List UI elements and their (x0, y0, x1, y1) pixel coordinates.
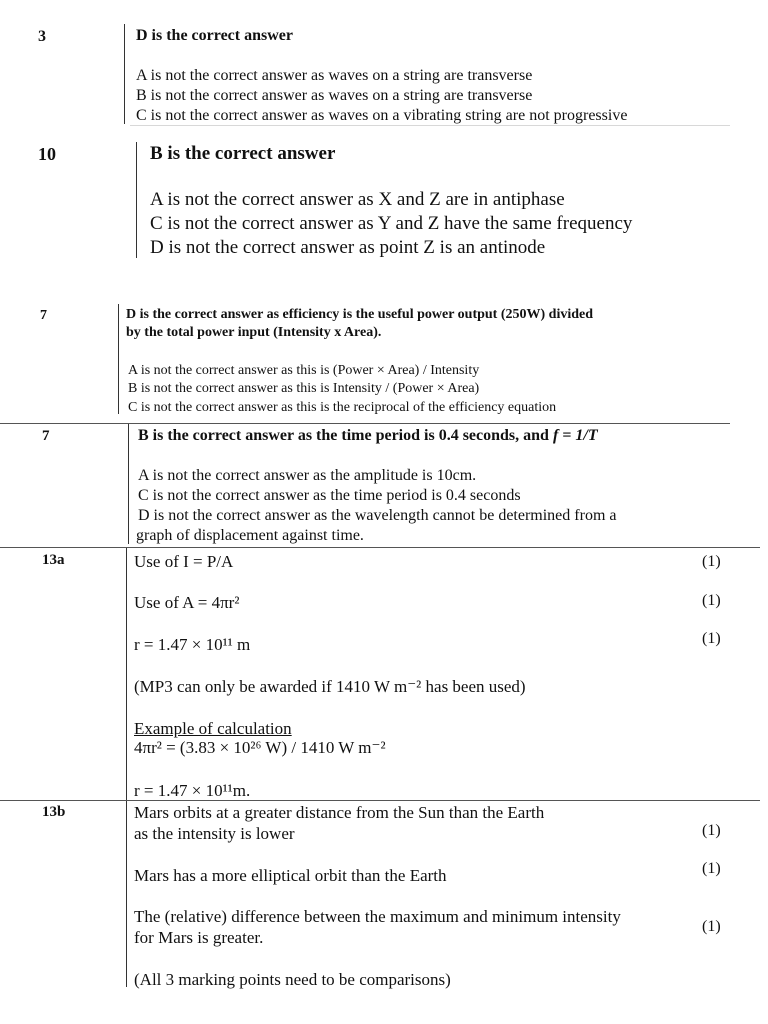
question-number-13a: 13a (42, 552, 65, 568)
mark-value: (1) (702, 822, 721, 839)
example-result: r = 1.47 × 10¹¹m. (134, 781, 251, 800)
correct-answer: D is the correct answer (136, 27, 293, 44)
mark-value: (1) (702, 918, 721, 935)
mark-point-result: r = 1.47 × 10¹¹ m (134, 635, 251, 654)
question-number-10: 10 (38, 144, 56, 164)
mark-point-distance: Mars orbits at a greater distance from the Sun than the Earth (134, 803, 545, 822)
distractor-line: D is not the correct answer as the wavelength cannot be determined from a (138, 507, 617, 524)
mark-value: (1) (702, 860, 721, 877)
distractor-line: A is not the correct answer as the amplitude is 10cm. (138, 467, 477, 484)
mark-value: (1) (702, 630, 721, 647)
example-heading: Example of calculation (134, 719, 292, 738)
distractor-line: D is not the correct answer as point Z is an antinode (150, 237, 546, 258)
question-number-13b: 13b (42, 804, 66, 820)
distractor-line: A is not the correct answer as X and Z are in antiphase (150, 189, 565, 210)
correct-answer-continued: by the total power input (Intensity x Area). (126, 325, 382, 340)
mark-point-intensity-difference: The (relative) difference between the maximum and minimum intensity (134, 907, 621, 926)
mark-point-use-of-intensity: Use of I = P/A (134, 552, 234, 571)
distractor-line: A is not the correct answer as waves on a string are transverse (136, 67, 533, 84)
distractor-line: B is not the correct answer as waves on a string are transverse (136, 87, 533, 104)
column-divider (126, 548, 127, 800)
mark-point-use-of-area: Use of A = 4πr² (134, 593, 240, 612)
distractor-line: C is not the correct answer as this is the reciprocal of the efficiency equation (128, 400, 557, 415)
row-divider (0, 547, 760, 548)
marking-note: (MP3 can only be awarded if 1410 W m⁻² has been used) (134, 677, 526, 696)
mark-point-intensity-difference-continued: for Mars is greater. (134, 928, 264, 947)
distractor-line: B is not the correct answer as this is Intensity / (Power × Area) (128, 381, 480, 396)
row-divider (0, 800, 760, 801)
row-divider (0, 423, 730, 424)
question-number-3: 3 (38, 28, 46, 45)
column-divider (118, 304, 119, 414)
column-divider (128, 424, 129, 544)
correct-answer: D is the correct answer as efficiency is the useful power output (250W) divided (126, 307, 594, 322)
column-divider (136, 142, 137, 258)
distractor-line: A is not the correct answer as this is (Power × Area) / Intensity (128, 363, 480, 378)
distractor-line: C is not the correct answer as the time period is 0.4 seconds (138, 487, 521, 504)
row-divider (130, 125, 730, 126)
question-number-7: 7 (42, 428, 50, 444)
mark-value: (1) (702, 592, 721, 609)
column-divider (126, 801, 127, 987)
distractor-line: graph of displacement against time. (136, 527, 364, 544)
correct-answer: B is the correct answer (150, 143, 336, 164)
correct-answer: B is the correct answer as the time period is 0.4 seconds, and f = 1/T (138, 427, 598, 444)
example-calculation: 4πr² = (3.83 × 10²⁶ W) / 1410 W m⁻² (134, 738, 386, 757)
distractor-line: C is not the correct answer as Y and Z have the same frequency (150, 213, 633, 234)
frequency-formula: f = 1/T (552, 427, 598, 444)
column-divider (124, 24, 125, 124)
mark-point-distance-continued: as the intensity is lower (134, 824, 295, 843)
question-number-7: 7 (40, 308, 47, 323)
mark-point-orbit: Mars has a more elliptical orbit than the Earth (134, 866, 447, 885)
marking-note: (All 3 marking points need to be comparisons) (134, 970, 451, 989)
distractor-line: C is not the correct answer as waves on a vibrating string are not progressive (136, 107, 628, 124)
mark-value: (1) (702, 553, 721, 570)
